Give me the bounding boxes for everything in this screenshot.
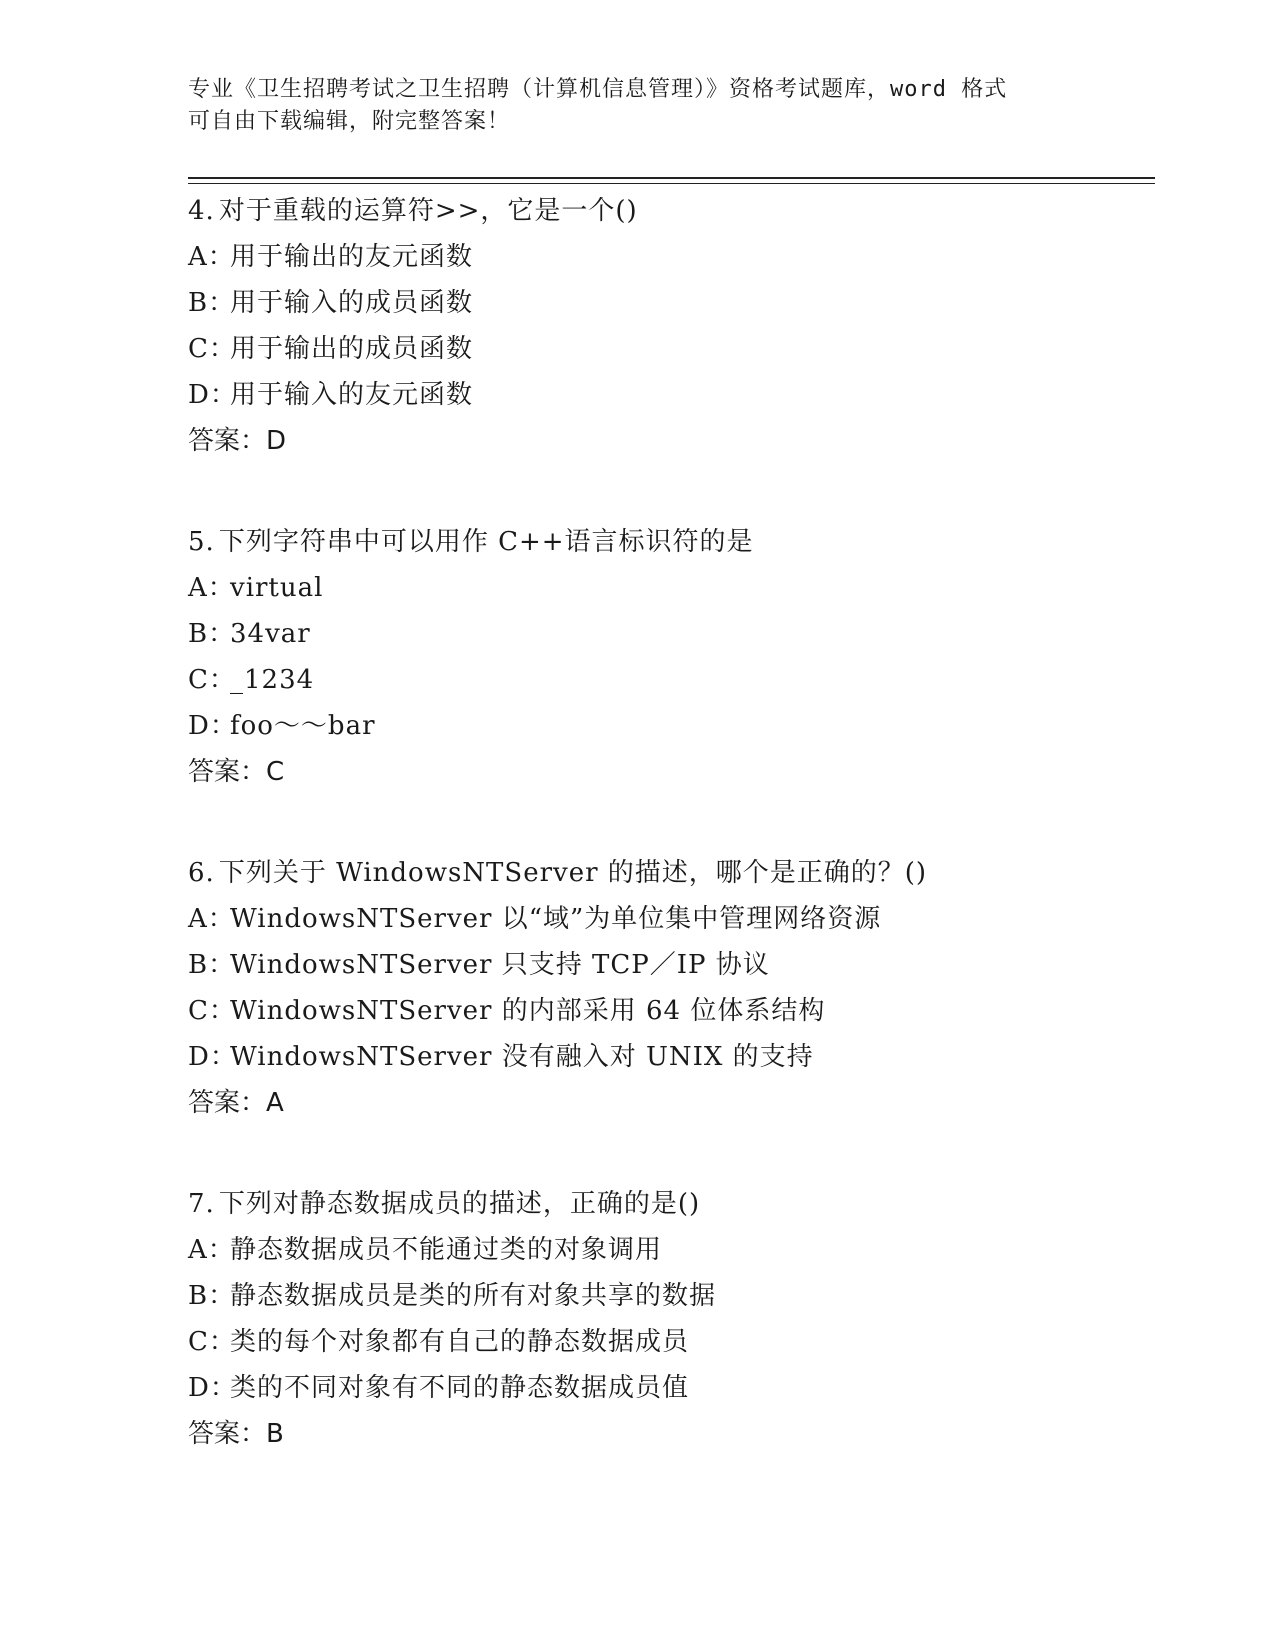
option-key: D： [188, 1042, 237, 1072]
question-6 [188, 850, 1148, 1126]
option-text: _1234 [230, 665, 315, 695]
question-text: 对于重载的运算符>>，它是一个() [218, 196, 638, 226]
option-text: foo～～bar [230, 711, 376, 741]
option-key: B： [188, 619, 236, 649]
option-text: 类的不同对象有不同的静态数据成员值 [230, 1373, 690, 1403]
option-key: B： [188, 1281, 236, 1311]
option-text: 用于输入的友元函数 [230, 380, 474, 410]
option-a [188, 896, 1148, 942]
option-key: C： [188, 665, 236, 695]
option-text: WindowsNTServer 以“域”为单位集中管理网络资源 [230, 904, 882, 934]
question-number: 6. [188, 858, 215, 888]
question-title [188, 188, 1148, 234]
option-text: 34var [230, 619, 311, 649]
question-5 [188, 519, 1148, 795]
option-text: WindowsNTServer 没有融入对 UNIX 的支持 [230, 1042, 814, 1072]
option-a [188, 234, 1148, 280]
option-c [188, 988, 1148, 1034]
header-divider-thin [188, 183, 1155, 184]
option-key: A： [188, 573, 235, 603]
option-key: D： [188, 711, 237, 741]
option-key: A： [188, 1235, 235, 1265]
option-text: 用于输出的友元函数 [230, 242, 474, 272]
option-key: C： [188, 1327, 236, 1357]
option-c [188, 657, 1148, 703]
option-key: C： [188, 334, 236, 364]
question-text: 下列对静态数据成员的描述，正确的是() [218, 1189, 701, 1219]
header-divider-thick [188, 177, 1155, 179]
option-key: C： [188, 996, 236, 1026]
option-key: D： [188, 1373, 237, 1403]
option-text: 静态数据成员不能通过类的对象调用 [230, 1235, 663, 1265]
option-text: 类的每个对象都有自己的静态数据成员 [230, 1327, 690, 1357]
option-text: virtual [230, 573, 324, 603]
question-text: 下列字符串中可以用作 C++语言标识符的是 [218, 527, 754, 557]
question-title [188, 1181, 1148, 1227]
question-number: 5. [188, 527, 215, 557]
answer-line: 答案：B [188, 1419, 284, 1449]
option-key: A： [188, 242, 235, 272]
option-a [188, 565, 1148, 611]
option-b [188, 1273, 1148, 1319]
option-c [188, 326, 1148, 372]
option-key: B： [188, 950, 236, 980]
option-b [188, 611, 1148, 657]
option-text: 用于输入的成员函数 [230, 288, 474, 318]
question-list [188, 188, 1148, 1512]
header-line-2: 可自由下载编辑，附完整答案！ [188, 109, 511, 134]
answer-line: 答案：C [188, 757, 285, 787]
option-key: B： [188, 288, 236, 318]
document-header [188, 74, 1088, 138]
question-number: 4. [188, 196, 215, 226]
option-key: A： [188, 904, 235, 934]
option-b [188, 942, 1148, 988]
option-d [188, 703, 1148, 749]
option-text: 用于输出的成员函数 [230, 334, 474, 364]
question-7 [188, 1181, 1148, 1457]
option-d [188, 1365, 1148, 1411]
header-line-1: 专业《卫生招聘考试之卫生招聘（计算机信息管理）》资格考试题库，word 格式 [188, 77, 1008, 102]
option-key: D： [188, 380, 237, 410]
answer-line: 答案：D [188, 426, 287, 456]
question-4 [188, 188, 1148, 464]
question-text: 下列关于 WindowsNTServer 的描述，哪个是正确的？() [218, 858, 928, 888]
option-c [188, 1319, 1148, 1365]
answer-line: 答案：A [188, 1088, 284, 1118]
option-text: WindowsNTServer 的内部采用 64 位体系结构 [230, 996, 826, 1026]
option-text: WindowsNTServer 只支持 TCP／IP 协议 [230, 950, 770, 980]
question-number: 7. [188, 1189, 215, 1219]
option-b [188, 280, 1148, 326]
question-title [188, 850, 1148, 896]
option-a [188, 1227, 1148, 1273]
option-d [188, 372, 1148, 418]
option-text: 静态数据成员是类的所有对象共享的数据 [230, 1281, 717, 1311]
option-d [188, 1034, 1148, 1080]
question-title [188, 519, 1148, 565]
